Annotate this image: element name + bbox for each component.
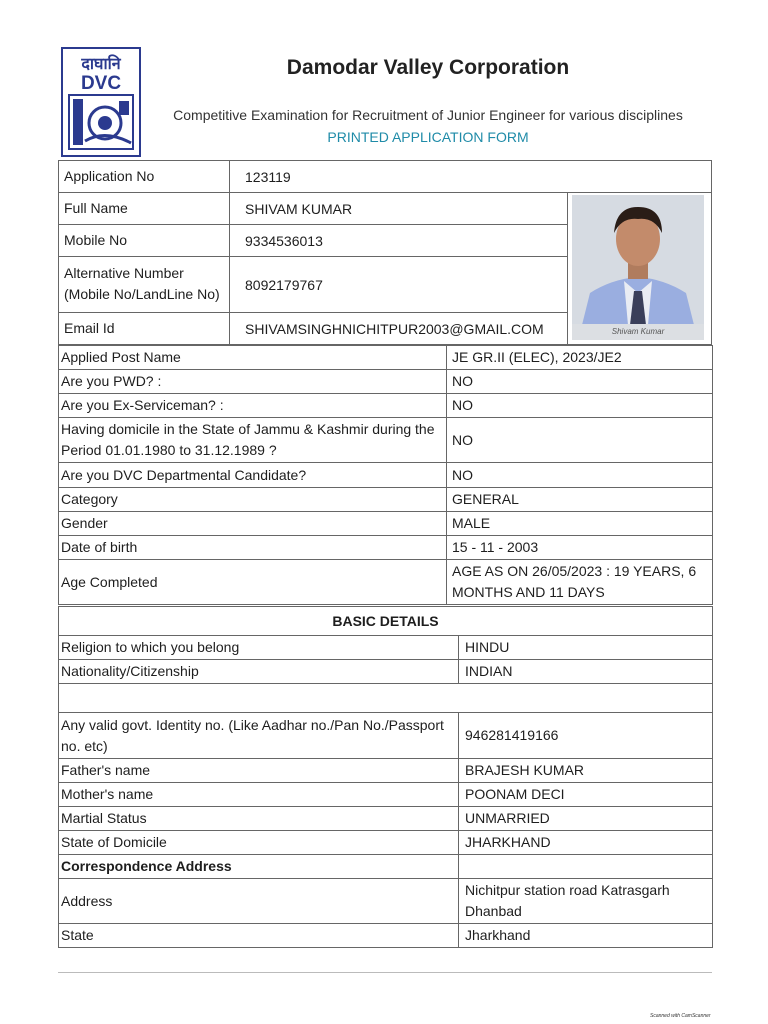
email-row <box>59 313 567 344</box>
applicant-photo <box>572 195 704 340</box>
row-value: 946281419166 <box>459 713 713 759</box>
row-label: Nationality/Citizenship <box>59 660 459 684</box>
table-row <box>59 394 713 418</box>
table-row <box>59 636 713 660</box>
table-row <box>59 879 713 924</box>
empty-row <box>59 684 713 713</box>
row-label: State of Domicile <box>59 831 459 855</box>
table-row <box>59 536 713 560</box>
alternative-number-row <box>59 257 567 313</box>
table-row <box>59 713 713 759</box>
empty-cell <box>459 855 713 879</box>
table-row <box>59 418 713 463</box>
address-value: Nichitpur station road Katrasgarh Dhanbad <box>459 879 713 924</box>
exam-subtitle: Competitive Examination for Recruitment of Junior Engineer for various disciplines <box>173 107 683 123</box>
table-row <box>59 560 713 605</box>
basic-details-heading: BASIC DETAILS <box>59 607 713 636</box>
row-value: GENERAL <box>447 488 713 512</box>
mobile-value: 9334536013 <box>245 232 323 249</box>
application-no-value: 123119 <box>245 168 291 185</box>
alternative-number-label-line2: (Mobile No/LandLine No) <box>64 286 220 302</box>
mobile-row <box>59 225 567 257</box>
table-row <box>59 660 713 684</box>
scanner-note: Scanned with CamScanner <box>650 1013 711 1019</box>
row-label: Having domicile in the State of Jammu & Kashmir during the Period 01.01.1980 to 31.12.1989 ? <box>59 418 447 463</box>
row-value: MALE <box>447 512 713 536</box>
row-value: NO <box>447 394 713 418</box>
row-value: NO <box>447 370 713 394</box>
row-label: Martial Status <box>59 807 459 831</box>
alternative-number-value: 8092179767 <box>245 276 323 293</box>
row-label: Are you PWD? : <box>59 370 447 394</box>
alternative-number-label-line1: Alternative Number <box>64 265 184 281</box>
table-row <box>59 831 713 855</box>
logo-hindi-text: दाघानि <box>81 54 121 73</box>
dvc-logo <box>61 47 141 157</box>
row-label: Gender <box>59 512 447 536</box>
row-label: Father's name <box>59 759 459 783</box>
row-label: Are you DVC Departmental Candidate? <box>59 463 447 488</box>
row-value: POONAM DECI <box>459 783 713 807</box>
table-row <box>59 370 713 394</box>
row-label: Age Completed <box>59 560 447 605</box>
row-value: 15 - 11 - 2003 <box>447 536 713 560</box>
row-value: INDIAN <box>459 660 713 684</box>
applicant-portrait-icon <box>572 195 704 325</box>
details-table <box>58 345 713 605</box>
logo-dvc-text: DVC <box>80 73 122 94</box>
table-row <box>59 463 713 488</box>
table-row <box>59 488 713 512</box>
row-label: Category <box>59 488 447 512</box>
row-label: Are you Ex-Serviceman? : <box>59 394 447 418</box>
row-value: NO <box>447 463 713 488</box>
page-title: Damodar Valley Corporation <box>286 56 570 79</box>
correspondence-heading-row <box>59 855 713 879</box>
row-value: HINDU <box>459 636 713 660</box>
section-heading-row <box>59 607 713 636</box>
row-value: BRAJESH KUMAR <box>459 759 713 783</box>
table-row <box>59 807 713 831</box>
row-value: JE GR.II (ELEC), 2023/JE2 <box>447 346 713 370</box>
row-label: Applied Post Name <box>59 346 447 370</box>
footer-divider <box>58 972 712 973</box>
application-no-row <box>59 161 711 193</box>
basic-details-table <box>58 606 713 948</box>
row-label: Religion to which you belong <box>59 636 459 660</box>
row-value: NO <box>447 418 713 463</box>
applicant-info-box <box>58 160 712 345</box>
empty-cell <box>59 684 713 713</box>
table-row <box>59 512 713 536</box>
email-value: SHIVAMSINGHNICHITPUR2003@GMAIL.COM <box>245 320 544 337</box>
table-row <box>59 759 713 783</box>
row-value: JHARKHAND <box>459 831 713 855</box>
table-row <box>59 346 713 370</box>
alternative-number-label <box>64 263 220 305</box>
row-label: Date of birth <box>59 536 447 560</box>
correspondence-heading: Correspondence Address <box>59 855 459 879</box>
full-name-row <box>59 193 567 225</box>
email-label: Email Id <box>64 320 115 336</box>
application-no-label: Application No <box>64 168 155 184</box>
form-type-label: PRINTED APPLICATION FORM <box>327 129 529 145</box>
table-row <box>59 783 713 807</box>
mobile-label: Mobile No <box>64 232 128 248</box>
address-label: Address <box>59 879 459 924</box>
state-label: State <box>59 924 459 948</box>
photo-signature: Shivam Kumar <box>572 324 704 340</box>
table-row <box>59 924 713 948</box>
full-name-value: SHIVAM KUMAR <box>245 200 353 217</box>
dvc-emblem-icon <box>63 49 139 155</box>
row-label: Mother's name <box>59 783 459 807</box>
photo-cell <box>567 193 711 344</box>
row-value: AGE AS ON 26/05/2023 : 19 YEARS, 6 MONTHS AND 11 DAYS <box>447 560 713 605</box>
row-value: UNMARRIED <box>459 807 713 831</box>
full-name-label: Full Name <box>64 200 128 216</box>
state-value: Jharkhand <box>459 924 713 948</box>
row-label: Any valid govt. Identity no. (Like Aadhar no./Pan No./Passport no. etc) <box>59 713 459 759</box>
